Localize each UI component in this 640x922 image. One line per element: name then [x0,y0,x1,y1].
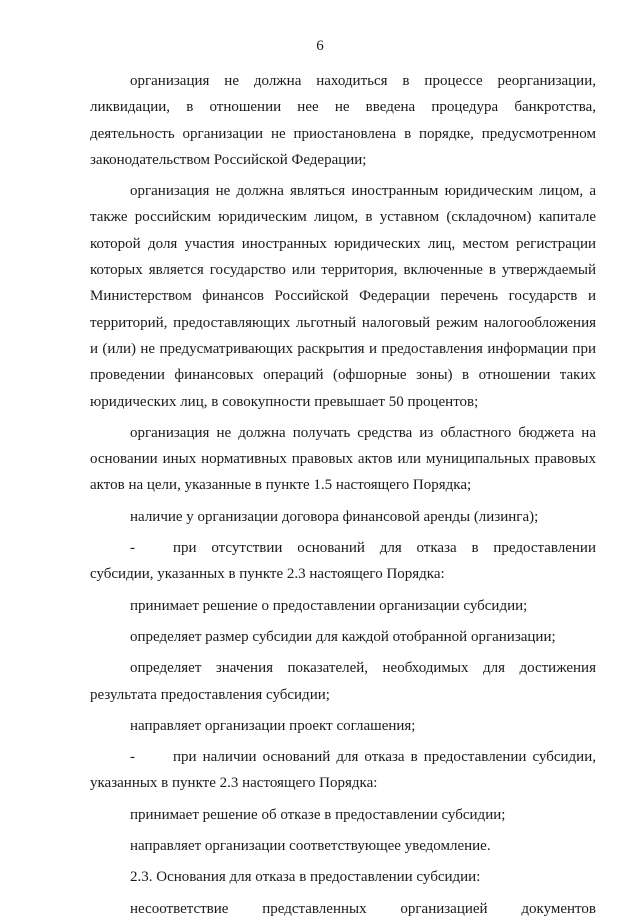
dash-marker: - [130,749,135,766]
list-item-text: при отсутствии оснований для отказа в предоставлении субсидии, указанных в пункте 2.3 настоящего Порядка: [90,540,596,583]
page-number: 6 [316,38,324,54]
list-item [90,744,596,797]
list-item-text: при наличии оснований для отказа в предоставлении субсидии, указанных в пункте 2.3 настоящего Порядка: [90,749,596,792]
paragraph: направляет организации проект соглашения; [130,717,416,734]
paragraph: определяет размер субсидии для каждой отобранной организации; [130,628,556,645]
paragraph: организация не должна получать средства из областного бюджета на основании иных нормативных правовых актов или муниципальных правовых актов на цели, указанные в пункте 1.5 настоящего Порядка; [90,424,596,494]
section-heading: 2.3. Основания для отказа в предоставлении субсидии: [130,869,481,886]
paragraph: определяет значения показателей, необходимых для достижения результата предоставления субсидии; [90,660,596,703]
paragraph: организация не должна являться иностранным юридическим лицом, а также российским юридическим лицом, в уставном (складочном) капитале которой доля участия иностранных юридических лиц, местом регистрации которых является государство или территория, включенные в утверждаемый Министерством финансов Российской Федерации перечень государств и территорий, предоставляющих льготный налоговый режим налогообложения и (или) не предусматривающих раскрытия и предоставления информации при проведении финансовых операций (офшорные зоны) в отношении таких юридических лиц, в совокупности превышает 50 процентов; [90,183,596,410]
document-body [90,68,596,922]
dash-marker: - [130,540,135,557]
paragraph: организация не должна находиться в процессе реорганизации, ликвидации, в отношении нее не введена процедура банкротства, деятельность организации не приостановлена в порядке, предусмотренном законодательством Российской Федерации; [90,73,596,168]
paragraph: направляет организации соответствующее уведомление. [130,838,491,855]
paragraph: наличие у организации договора финансовой аренды (лизинга); [130,508,539,525]
paragraph: принимает решение о предоставлении организации субсидии; [130,597,528,614]
paragraph: несоответствие представленных организацией документов [130,900,596,917]
list-item [90,535,596,588]
paragraph: принимает решение об отказе в предоставлении субсидии; [130,806,506,823]
